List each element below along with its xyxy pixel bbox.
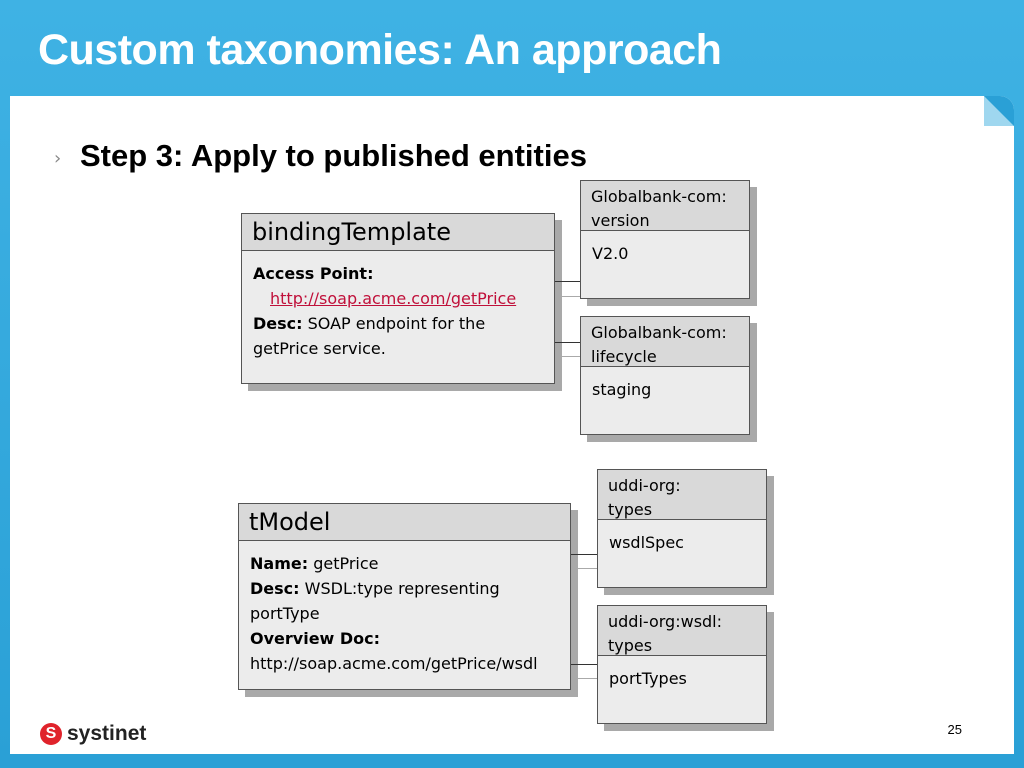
taxonomy-key-suffix: lifecycle	[591, 347, 657, 366]
systinet-logo	[40, 722, 146, 746]
taxonomy-value: portTypes	[609, 669, 687, 688]
taxonomy-value: V2.0	[592, 244, 629, 263]
taxonomy-box-head	[598, 606, 766, 656]
slide-content	[10, 96, 1014, 754]
connector-line	[555, 281, 580, 282]
systinet-logo-text: systinet	[67, 722, 147, 745]
connector-line	[562, 296, 580, 297]
page-curl-decoration	[984, 96, 1014, 126]
connector-line	[555, 342, 580, 343]
taxonomy-box-lifecycle	[580, 316, 750, 435]
name-value: getPrice	[313, 554, 379, 573]
access-point-link[interactable]: http://soap.acme.com/getPrice	[270, 289, 517, 308]
page-number: 25	[947, 722, 962, 737]
name-label: Name:	[250, 554, 309, 573]
binding-template-body	[242, 251, 554, 371]
desc-text-2: getPrice service.	[253, 339, 386, 358]
overview-doc-label: Overview Doc:	[250, 629, 381, 648]
binding-template-box	[241, 213, 555, 384]
tmodel-box	[238, 503, 571, 690]
connector-line	[571, 554, 597, 555]
connector-line	[578, 568, 597, 569]
taxonomy-key-suffix: version	[591, 211, 650, 230]
taxonomy-box-head	[598, 470, 766, 520]
taxonomy-key-suffix: types	[608, 500, 653, 519]
taxonomy-key: Globalbank-com:	[591, 323, 727, 342]
systinet-logo-icon: S	[40, 723, 62, 745]
connector-line	[571, 664, 597, 665]
access-point-label: Access Point:	[253, 264, 374, 283]
tmodel-title: tModel	[239, 504, 570, 541]
taxonomy-box-types	[597, 469, 767, 588]
taxonomy-box-version	[580, 180, 750, 299]
connector-line	[578, 678, 597, 679]
taxonomy-key: uddi-org:wsdl:	[608, 612, 723, 631]
tmodel-body	[239, 541, 570, 686]
taxonomy-key: Globalbank-com:	[591, 187, 727, 206]
tmodel-desc-text: WSDL:type representing	[304, 579, 500, 598]
desc-text: SOAP endpoint for the	[307, 314, 486, 333]
bullet-text: Step 3: Apply to published entities	[80, 138, 587, 173]
desc-label: Desc:	[253, 314, 303, 333]
taxonomy-box-head	[581, 317, 749, 367]
taxonomy-value: wsdlSpec	[609, 533, 684, 552]
overview-doc-url: http://soap.acme.com/getPrice/wsdl	[250, 654, 538, 673]
taxonomy-box-wsdl-types	[597, 605, 767, 724]
tmodel-desc-text-2: portType	[250, 604, 320, 623]
tmodel-desc-label: Desc:	[250, 579, 300, 598]
connector-line	[562, 356, 580, 357]
bullet-chevron-icon: ›	[54, 148, 62, 169]
taxonomy-box-head	[581, 181, 749, 231]
binding-template-title: bindingTemplate	[242, 214, 554, 251]
taxonomy-key-suffix: types	[608, 636, 653, 655]
taxonomy-key: uddi-org:	[608, 476, 681, 495]
taxonomy-value: staging	[592, 380, 652, 399]
slide-title: Custom taxonomies: An approach	[38, 26, 722, 74]
